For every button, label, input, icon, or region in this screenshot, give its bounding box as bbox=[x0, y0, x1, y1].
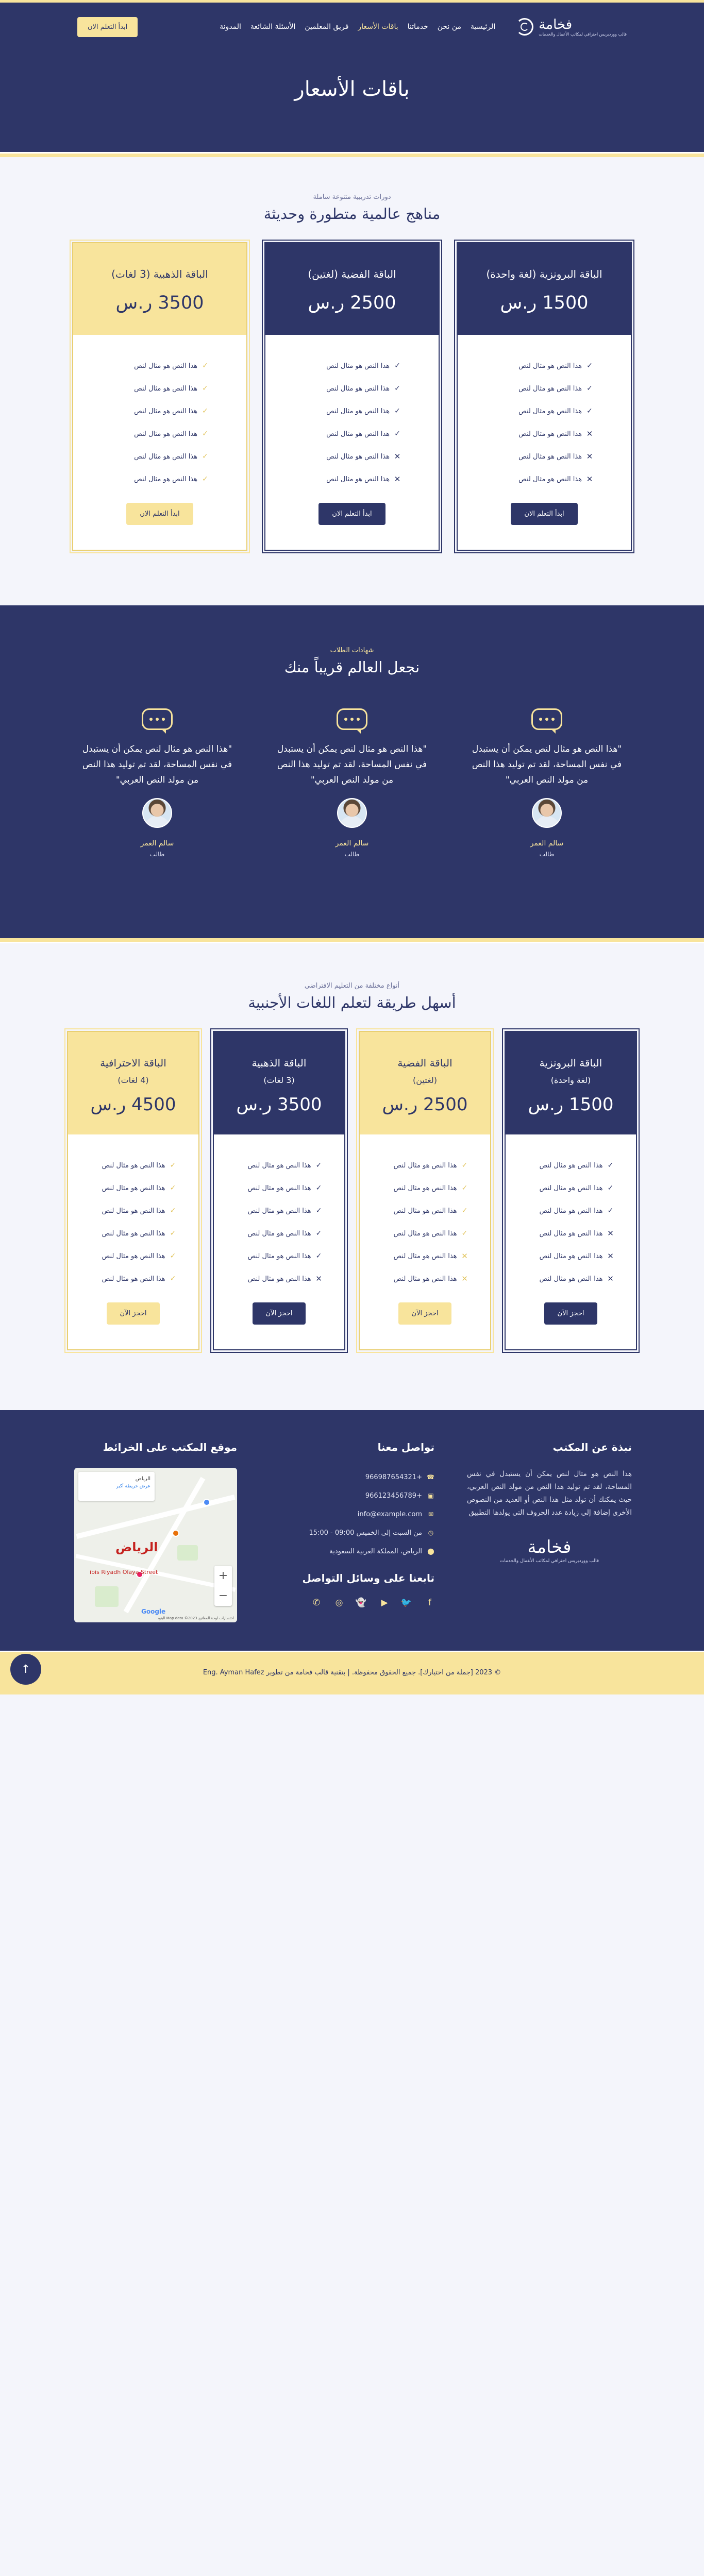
feature-text: هذا النص هو مثال لنص bbox=[518, 475, 582, 483]
feature-text: هذا النص هو مثال لنص bbox=[134, 475, 197, 483]
cross-icon: ✕ bbox=[607, 1251, 614, 1261]
pricing-card bbox=[457, 242, 632, 551]
check-icon: ✓ bbox=[315, 1184, 322, 1192]
feature-text: هذا النص هو مثال لنص bbox=[247, 1229, 311, 1238]
check-icon: ✓ bbox=[461, 1161, 468, 1170]
feature-item bbox=[382, 1154, 468, 1177]
feature-item bbox=[528, 1267, 614, 1290]
feature-item bbox=[90, 1222, 177, 1245]
map-credit: اختصارات لوحة المفاتيح Map data ©2023 البنود bbox=[157, 1616, 234, 1620]
feature-item bbox=[495, 377, 593, 400]
check-icon: ✓ bbox=[202, 384, 208, 393]
contact-item bbox=[270, 1486, 434, 1505]
testimonial-role: طالب bbox=[344, 851, 360, 858]
contact-item bbox=[270, 1542, 434, 1561]
pricing-card bbox=[505, 1031, 637, 1350]
check-icon: ✓ bbox=[607, 1161, 614, 1170]
plan-name: الباقة الفضية (لغتين) bbox=[308, 268, 396, 280]
top-gold-line bbox=[0, 0, 704, 3]
feature-text: هذا النص هو مثال لنص bbox=[326, 384, 390, 393]
footer-heading: موقع المكتب على الخرائط bbox=[103, 1441, 237, 1453]
cross-icon: ✕ bbox=[461, 1274, 468, 1283]
pricing-card-header bbox=[506, 1032, 636, 1134]
section-title: نجعل العالم قريباً منك bbox=[284, 658, 420, 676]
nav-item-teachers[interactable]: فريق المعلمين bbox=[305, 23, 349, 31]
pricing-card-header bbox=[458, 243, 631, 335]
plan-price: 1500 ر.س bbox=[528, 1094, 614, 1115]
pricing-card-header bbox=[214, 1032, 344, 1134]
feature-list bbox=[382, 1134, 468, 1302]
plan-price: 1500 ر.س bbox=[500, 293, 589, 313]
feature-item bbox=[111, 400, 209, 422]
feature-item bbox=[90, 1154, 177, 1177]
testimonial-list bbox=[77, 708, 627, 858]
clock-icon: ◷ bbox=[428, 1529, 434, 1536]
check-icon: ✓ bbox=[202, 475, 208, 483]
feature-item bbox=[111, 377, 209, 400]
section-title: أسهل طريقة لتعلم اللغات الأجنبية bbox=[248, 994, 456, 1011]
feature-item bbox=[528, 1177, 614, 1199]
feature-item bbox=[303, 468, 401, 490]
feature-item bbox=[495, 422, 593, 445]
check-icon: ✓ bbox=[586, 407, 593, 415]
header-divider bbox=[0, 152, 704, 157]
site-footer bbox=[0, 1410, 704, 1651]
pricing-card-header bbox=[265, 243, 439, 335]
cross-icon: ✕ bbox=[586, 452, 593, 461]
plan-cta-button[interactable]: احجز الآن bbox=[398, 1302, 452, 1325]
location-icon: ⬤ bbox=[427, 1548, 434, 1555]
check-icon: ✓ bbox=[461, 1184, 468, 1192]
feature-item bbox=[236, 1222, 323, 1245]
feature-text: هذا النص هو مثال لنص bbox=[393, 1161, 457, 1170]
pricing-card bbox=[72, 242, 247, 551]
logo-tagline: قالب ووردبريس احترافي لمكاتب الأعمال والخدمات bbox=[539, 31, 627, 37]
feature-text: هذا النص هو مثال لنص bbox=[393, 1275, 457, 1283]
feature-text: هذا النص هو مثال لنص bbox=[518, 384, 582, 393]
check-icon: ✓ bbox=[170, 1229, 176, 1238]
map-pin-icon bbox=[172, 1530, 179, 1537]
logo-name: فخامة bbox=[539, 16, 573, 32]
feature-item bbox=[236, 1154, 323, 1177]
feature-text: هذا النص هو مثال لنص bbox=[134, 407, 197, 415]
logo-swirl-icon bbox=[516, 18, 533, 36]
contact-text[interactable]: الرياض، المملكة العربية السعودية bbox=[329, 1547, 422, 1555]
feature-text: هذا النص هو مثال لنص bbox=[518, 407, 582, 415]
feature-item bbox=[528, 1154, 614, 1177]
check-icon: ✓ bbox=[315, 1207, 322, 1215]
nav-item-services[interactable]: خدماتنا bbox=[407, 23, 428, 31]
feature-item bbox=[303, 400, 401, 422]
footer-heading: نبذة عن المكتب bbox=[552, 1441, 632, 1453]
avatar bbox=[337, 798, 367, 828]
whatsapp-icon[interactable]: ✆ bbox=[312, 1598, 321, 1608]
zoom-out-icon[interactable]: − bbox=[218, 1589, 228, 1602]
facebook-icon[interactable]: f bbox=[428, 1598, 431, 1608]
check-icon: ✓ bbox=[202, 430, 208, 438]
feature-text: هذا النص هو مثال لنص bbox=[326, 407, 390, 415]
feature-text: هذا النص هو مثال لنص bbox=[539, 1275, 603, 1283]
arrow-up-icon: ↑ bbox=[21, 1663, 31, 1676]
pricing-card-header bbox=[73, 243, 246, 335]
feature-item bbox=[495, 354, 593, 377]
email-icon: ✉ bbox=[428, 1511, 434, 1518]
map-hotel-label: ibis Riyadh Olaya Street bbox=[90, 1569, 158, 1575]
feature-text: هذا النص هو مثال لنص bbox=[102, 1275, 165, 1283]
feature-item bbox=[303, 422, 401, 445]
feature-item bbox=[495, 400, 593, 422]
pricing-section-secondary bbox=[0, 943, 704, 1410]
check-icon: ✓ bbox=[202, 452, 208, 461]
plan-cta-button[interactable]: ابدأ التعلم الان bbox=[511, 503, 577, 525]
nav-item-blog[interactable]: المدونة bbox=[220, 23, 241, 31]
pricing-cards bbox=[72, 242, 632, 551]
testimonial-card bbox=[77, 708, 237, 858]
feature-item bbox=[382, 1245, 468, 1267]
footer-social-heading: تابعنا على وسائل التواصل bbox=[302, 1572, 434, 1584]
cross-icon: ✕ bbox=[394, 474, 401, 484]
contact-text[interactable]: +966987654321 bbox=[365, 1473, 422, 1481]
footer-logo[interactable] bbox=[467, 1537, 632, 1564]
check-icon: ✓ bbox=[315, 1252, 322, 1260]
chat-bubble-icon bbox=[142, 708, 173, 730]
copyright-text: © 2023 [جملة من اختيارك]. جميع الحقوق محفوظة. | بتقنية قالب فخامة من تطوير Eng. Ayman Hafez bbox=[203, 1669, 501, 1676]
map-city-label: الرياض bbox=[115, 1540, 158, 1554]
feature-item bbox=[90, 1177, 177, 1199]
pricing-card bbox=[213, 1031, 345, 1350]
plan-subtitle: (3 لغات) bbox=[263, 1075, 295, 1085]
contact-list bbox=[270, 1468, 434, 1561]
plan-subtitle: (4 لغات) bbox=[118, 1075, 149, 1085]
pricing-card bbox=[264, 242, 440, 551]
feature-item bbox=[528, 1199, 614, 1222]
feature-item bbox=[236, 1267, 323, 1290]
footer-about-text: هذا النص هو مثال لنص يمكن أن يستبدل في نفس المساحة، لقد تم توليد هذا النص من مولد النص العربي، حيث يمكنك أن تولد مثل هذا النص أو العديد من النصوص الأخرى إضافة إلى زيادة عدد الحروف التى يولدها التطبيق bbox=[467, 1470, 632, 1517]
testimonial-card bbox=[272, 708, 432, 858]
feature-text: هذا النص هو مثال لنص bbox=[247, 1161, 311, 1170]
feature-text: هذا النص هو مثال لنص bbox=[539, 1229, 603, 1238]
feature-item bbox=[495, 445, 593, 468]
contact-item bbox=[270, 1523, 434, 1542]
nav-item-home[interactable]: الرئيسية bbox=[470, 23, 496, 31]
check-icon: ✓ bbox=[461, 1207, 468, 1215]
testimonial-quote: "هذا النص هو مثال لنص يمكن أن يستبدل في نفس المساحة، لقد تم توليد هذا النص من مولد النص العربي" bbox=[472, 744, 622, 785]
embedded-map[interactable] bbox=[74, 1468, 237, 1622]
plan-name: الباقة الذهبية bbox=[252, 1057, 307, 1069]
contact-item bbox=[270, 1468, 434, 1486]
page-title: باقات الأسعار bbox=[294, 77, 410, 101]
feature-text: هذا النص هو مثال لنص bbox=[539, 1207, 603, 1215]
plan-price: 3500 ر.س bbox=[236, 1094, 322, 1115]
footer-map bbox=[72, 1441, 237, 1622]
cross-icon: ✕ bbox=[607, 1274, 614, 1283]
check-icon: ✓ bbox=[394, 362, 400, 370]
footer-heading: تواصل معنا bbox=[377, 1441, 434, 1453]
plan-price: 4500 ر.س bbox=[90, 1094, 176, 1115]
check-icon: ✓ bbox=[586, 362, 593, 370]
cross-icon: ✕ bbox=[586, 429, 593, 438]
feature-text: هذا النص هو مثال لنص bbox=[134, 384, 197, 393]
section-kicker: شهادات الطلاب bbox=[330, 647, 374, 654]
map-place-card bbox=[78, 1472, 155, 1501]
map-enlarge-link[interactable]: عرض خريطة أكبر bbox=[116, 1484, 150, 1489]
zoom-in-icon[interactable]: + bbox=[218, 1569, 228, 1582]
check-icon: ✓ bbox=[315, 1229, 322, 1238]
feature-item bbox=[382, 1267, 468, 1290]
youtube-icon[interactable]: ▶ bbox=[381, 1598, 388, 1608]
cross-icon: ✕ bbox=[586, 474, 593, 484]
feature-text: هذا النص هو مثال لنص bbox=[518, 362, 582, 370]
feature-text: هذا النص هو مثال لنص bbox=[393, 1229, 457, 1238]
footer-about bbox=[467, 1441, 632, 1622]
check-icon: ✓ bbox=[170, 1252, 176, 1260]
phone-icon: ☎ bbox=[427, 1473, 434, 1481]
feature-item bbox=[303, 354, 401, 377]
pricing-card-header bbox=[360, 1032, 490, 1134]
chat-bubble-icon bbox=[531, 708, 562, 730]
feature-text: هذا النص هو مثال لنص bbox=[102, 1161, 165, 1170]
map-place-name: الرياض bbox=[135, 1476, 150, 1482]
feature-item bbox=[111, 422, 209, 445]
feature-list bbox=[303, 335, 401, 503]
testimonial-quote: "هذا النص هو مثال لنص يمكن أن يستبدل في نفس المساحة، لقد تم توليد هذا النص من مولد النص العربي" bbox=[277, 744, 427, 785]
check-icon: ✓ bbox=[202, 407, 208, 415]
feature-text: هذا النص هو مثال لنص bbox=[134, 430, 197, 438]
plan-cta-button[interactable]: ابدأ التعلم الان bbox=[126, 503, 193, 525]
feature-text: هذا النص هو مثال لنص bbox=[518, 430, 582, 438]
map-google-logo: Google bbox=[141, 1608, 166, 1615]
feature-item bbox=[528, 1222, 614, 1245]
section-title: مناهج عالمية متطورة وحديثة bbox=[263, 205, 441, 223]
header-cta-button[interactable]: ابدأ التعلم الان bbox=[77, 17, 138, 37]
plan-name: الباقة البرونزية bbox=[539, 1057, 602, 1069]
social-links bbox=[270, 1598, 434, 1608]
feature-text: هذا النص هو مثال لنص bbox=[102, 1229, 165, 1238]
check-icon: ✓ bbox=[202, 362, 208, 370]
check-icon: ✓ bbox=[170, 1275, 176, 1283]
feature-item bbox=[382, 1177, 468, 1199]
check-icon: ✓ bbox=[170, 1184, 176, 1192]
feature-text: هذا النص هو مثال لنص bbox=[247, 1207, 311, 1215]
footer-logo-tagline: قالب ووردبريس احترافي لمكاتب الأعمال والخدمات bbox=[499, 1558, 599, 1564]
footer-logo-name: فخامة bbox=[527, 1537, 572, 1557]
feature-item bbox=[303, 377, 401, 400]
feature-item bbox=[111, 468, 209, 490]
plan-name: الباقة الاحترافية bbox=[100, 1057, 166, 1069]
feature-item bbox=[90, 1245, 177, 1267]
testimonial-card bbox=[467, 708, 627, 858]
plan-cta-button[interactable]: احجز الآن bbox=[544, 1302, 598, 1325]
chat-bubble-icon bbox=[337, 708, 367, 730]
cross-icon: ✕ bbox=[394, 452, 401, 461]
testimonial-role: طالب bbox=[539, 851, 555, 858]
check-icon: ✓ bbox=[607, 1184, 614, 1192]
contact-item bbox=[270, 1505, 434, 1523]
check-icon: ✓ bbox=[315, 1161, 322, 1170]
feature-item bbox=[236, 1177, 323, 1199]
feature-text: هذا النص هو مثال لنص bbox=[102, 1184, 165, 1192]
cross-icon: ✕ bbox=[607, 1229, 614, 1238]
section-kicker: دورات تدريبية متنوعة شاملة bbox=[313, 193, 391, 201]
plan-name: الباقة البرونزية (لغة واحدة) bbox=[486, 268, 602, 280]
feature-list bbox=[111, 335, 209, 503]
feature-text: هذا النص هو مثال لنص bbox=[326, 430, 390, 438]
check-icon: ✓ bbox=[170, 1161, 176, 1170]
feature-text: هذا النص هو مثال لنص bbox=[102, 1207, 165, 1215]
feature-text: هذا النص هو مثال لنص bbox=[393, 1207, 457, 1215]
contact-text[interactable]: info@example.com bbox=[357, 1510, 422, 1518]
feature-item bbox=[495, 468, 593, 490]
feature-list bbox=[90, 1134, 177, 1302]
contact-text[interactable]: +966123456789 bbox=[365, 1492, 422, 1500]
avatar bbox=[142, 798, 172, 828]
footer-contact bbox=[270, 1441, 434, 1622]
feature-item bbox=[382, 1222, 468, 1245]
pricing-section-primary bbox=[0, 157, 704, 605]
pricing-cards bbox=[67, 1031, 637, 1350]
plan-cta-button[interactable]: احجز الآن bbox=[107, 1302, 160, 1325]
check-icon: ✓ bbox=[394, 407, 400, 415]
testimonial-role: طالب bbox=[149, 851, 165, 858]
feature-item bbox=[111, 354, 209, 377]
plan-subtitle: (لغة واحدة) bbox=[550, 1075, 591, 1085]
feature-text: هذا النص هو مثال لنص bbox=[134, 452, 197, 461]
check-icon: ✓ bbox=[394, 430, 400, 438]
pricing-card bbox=[67, 1031, 199, 1350]
section-kicker: أنواع مختلفة من التعليم الافتراضي bbox=[304, 982, 400, 990]
map-pin-icon bbox=[203, 1499, 210, 1506]
feature-item bbox=[90, 1199, 177, 1222]
feature-text: هذا النص هو مثال لنص bbox=[539, 1161, 603, 1170]
feature-text: هذا النص هو مثال لنص bbox=[326, 362, 390, 370]
check-icon: ✓ bbox=[607, 1207, 614, 1215]
feature-text: هذا النص هو مثال لنص bbox=[102, 1252, 165, 1260]
feature-item bbox=[528, 1245, 614, 1267]
plan-price: 2500 ر.س bbox=[308, 293, 396, 313]
feature-text: هذا النص هو مثال لنص bbox=[539, 1252, 603, 1260]
plan-price: 2500 ر.س bbox=[382, 1094, 468, 1115]
nav-menu bbox=[220, 23, 495, 31]
feature-list bbox=[528, 1134, 614, 1302]
feature-text: هذا النص هو مثال لنص bbox=[539, 1184, 603, 1192]
nav-item-pricing[interactable]: باقات الأسعار bbox=[358, 23, 398, 31]
avatar bbox=[532, 798, 562, 828]
plan-name: الباقة الفضية bbox=[397, 1057, 452, 1069]
cross-icon: ✕ bbox=[461, 1251, 468, 1261]
feature-list bbox=[495, 335, 593, 503]
feature-text: هذا النص هو مثال لنص bbox=[393, 1184, 457, 1192]
plan-cta-button[interactable]: ابدأ التعلم الان bbox=[319, 503, 385, 525]
map-zoom-control[interactable] bbox=[214, 1566, 232, 1606]
contact-text[interactable]: من السبت إلى الخميس 09:00 - 15:00 bbox=[309, 1529, 422, 1537]
feature-text: هذا النص هو مثال لنص bbox=[247, 1184, 311, 1192]
instagram-icon[interactable]: ◎ bbox=[335, 1598, 343, 1608]
check-icon: ✓ bbox=[586, 384, 593, 393]
cross-icon: ✕ bbox=[315, 1274, 322, 1283]
feature-item bbox=[382, 1199, 468, 1222]
scroll-to-top-button[interactable] bbox=[10, 1654, 41, 1685]
testimonial-name: سالم العمر bbox=[140, 839, 174, 848]
feature-text: هذا النص هو مثال لنص bbox=[518, 452, 582, 461]
testimonial-quote: "هذا النص هو مثال لنص يمكن أن يستبدل في نفس المساحة، لقد تم توليد هذا النص من مولد النص العربي" bbox=[82, 744, 232, 785]
feature-text: هذا النص هو مثال لنص bbox=[393, 1252, 457, 1260]
site-logo[interactable] bbox=[516, 18, 627, 37]
nav-item-faq[interactable]: الأسئلة الشائعة bbox=[250, 23, 296, 31]
testimonials-section bbox=[0, 605, 704, 943]
feature-item bbox=[111, 445, 209, 468]
pricing-card bbox=[359, 1031, 491, 1350]
feature-list bbox=[236, 1134, 323, 1302]
feature-text: هذا النص هو مثال لنص bbox=[247, 1275, 311, 1283]
plan-name: الباقة الذهبية (3 لغات) bbox=[111, 268, 208, 280]
page-header bbox=[0, 0, 704, 157]
testimonial-name: سالم العمر bbox=[335, 839, 369, 848]
feature-item bbox=[236, 1245, 323, 1267]
plan-subtitle: (لغتين) bbox=[413, 1075, 437, 1085]
feature-text: هذا النص هو مثال لنص bbox=[247, 1252, 311, 1260]
section-divider bbox=[0, 938, 704, 943]
feature-text: هذا النص هو مثال لنص bbox=[326, 475, 390, 483]
copyright-bar bbox=[0, 1651, 704, 1694]
feature-text: هذا النص هو مثال لنص bbox=[134, 362, 197, 370]
check-icon: ✓ bbox=[170, 1207, 176, 1215]
feature-text: هذا النص هو مثال لنص bbox=[326, 452, 390, 461]
nav-item-about[interactable]: من نحن bbox=[437, 23, 461, 31]
feature-item bbox=[236, 1199, 323, 1222]
testimonial-name: سالم العمر bbox=[530, 839, 564, 848]
check-icon: ✓ bbox=[394, 384, 400, 393]
feature-item bbox=[90, 1267, 177, 1290]
fax-icon: ▣ bbox=[428, 1492, 434, 1499]
main-nav bbox=[77, 14, 627, 39]
snapchat-icon[interactable]: 👻 bbox=[355, 1598, 366, 1608]
check-icon: ✓ bbox=[461, 1229, 468, 1238]
plan-cta-button[interactable]: احجز الآن bbox=[253, 1302, 306, 1325]
pricing-card-header bbox=[68, 1032, 198, 1134]
feature-item bbox=[303, 445, 401, 468]
twitter-icon[interactable]: 🐦 bbox=[400, 1598, 412, 1608]
plan-price: 3500 ر.س bbox=[115, 293, 204, 313]
